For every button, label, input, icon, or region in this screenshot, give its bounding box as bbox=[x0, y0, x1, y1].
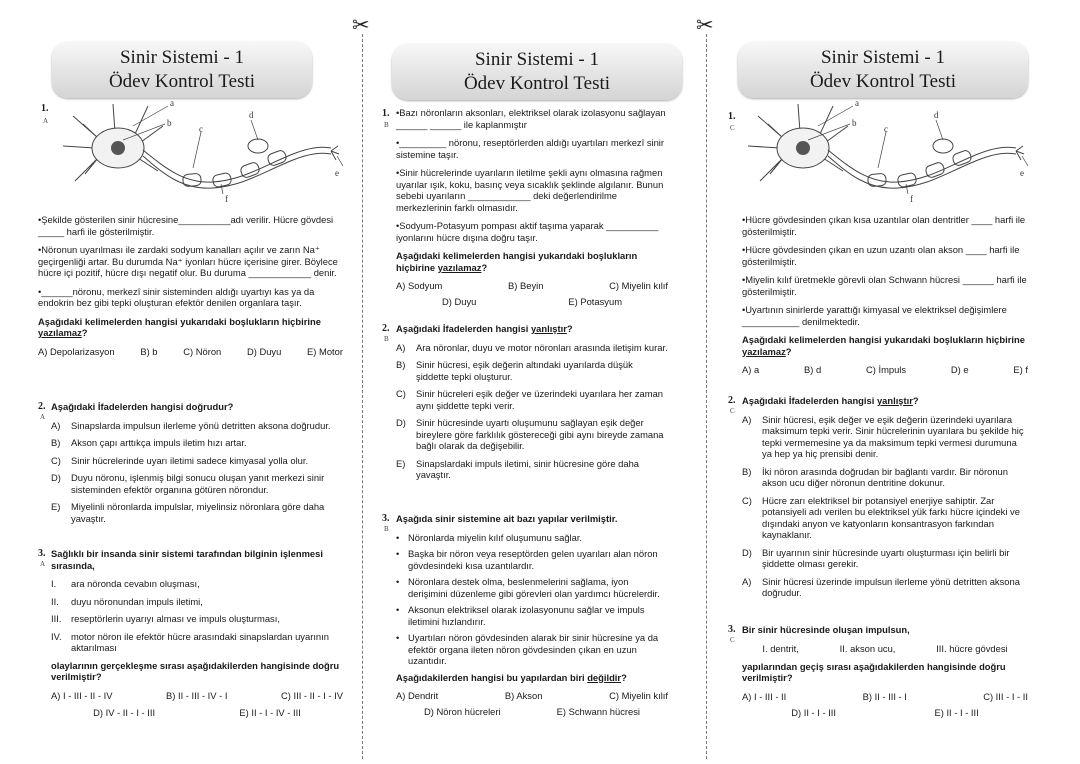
test-column-a bbox=[38, 0, 343, 764]
question-1 bbox=[396, 107, 668, 316]
question-number: 2. bbox=[38, 401, 46, 412]
answer-option[interactable]: B) II - III - IV - I bbox=[166, 689, 228, 701]
answer-option[interactable]: D) Duyu bbox=[441, 296, 477, 307]
answer-option[interactable]: E) II - I - IV - III bbox=[239, 706, 301, 718]
answer-options bbox=[396, 706, 668, 718]
answer-option[interactable]: C) III - II - I - IV bbox=[281, 689, 343, 701]
list-item: I. dentrit, bbox=[762, 642, 799, 654]
question-number: 3. bbox=[382, 513, 390, 524]
answer-option[interactable]: C) Sinir hücreleri eşik değer ve üzerindeki uyarılara her zaman aynı şiddette tepki verir. bbox=[396, 388, 663, 411]
list-items bbox=[742, 643, 1028, 655]
page-title: Sinir Sistemi - 1 Ödev Kontrol Testi bbox=[52, 42, 312, 98]
list-item: III. hücre gövdesi bbox=[936, 642, 1008, 654]
answer-option[interactable]: A) Depolarizasyon bbox=[38, 345, 115, 357]
svg-text:d: d bbox=[934, 110, 939, 120]
answer-option[interactable]: C) Miyelin kılıf bbox=[609, 690, 668, 701]
answer-options bbox=[38, 346, 343, 358]
answer-option[interactable]: D) Bir uyarının sinir hücresinde uyartı oluşturması için belirli bir şiddette olması gerekir. bbox=[742, 546, 1010, 569]
question-stem: Aşağıdaki İfadelerden hangisi yanlıştır? bbox=[742, 395, 919, 406]
answer-option[interactable]: A) I - III - II - IV bbox=[51, 689, 113, 701]
test-letter: C bbox=[730, 124, 735, 132]
answer-option[interactable]: C) Miyelin kılıf bbox=[609, 280, 668, 291]
question-1-text bbox=[742, 214, 1028, 384]
answer-option[interactable]: D) e bbox=[950, 364, 969, 375]
cut-line-left bbox=[362, 34, 363, 759]
question-2 bbox=[396, 323, 668, 487]
answer-option[interactable]: E) Motor bbox=[307, 345, 343, 357]
question-number: 3. bbox=[728, 624, 736, 635]
list-item: • Aksonun elektriksel olarak izolasyonunu sağlar ve impuls iletimini hızlandırır. bbox=[396, 604, 645, 627]
blank-sentence: •Nöronun uyarılması ile zardaki sodyum kanalları açılır ve zarın Na⁺ geçirgenliği artar. Bu durumda Na⁺ iyonları hücre içerisine girer. Böylece hücre içi pozitif, hücre dışı negatif olur. Bu duruma ____________ denir. bbox=[38, 244, 338, 278]
question-stem: Aşağıdaki kelimelerden hangisi yukarıdaki boşlukların hiçbirine yazılamaz? bbox=[396, 250, 638, 273]
question-stem: Aşağıdakilerden hangisi bu yapılardan biri değildir? bbox=[396, 671, 627, 683]
answer-option[interactable]: D) Sinir hücresinde uyartı oluşumunu sağlayan eşik değer bireylere göre farklılık göstereceği gibi aynı bireyde zamana bağlı olarak da değişebilir. bbox=[396, 417, 664, 451]
list-item: IV. motor nöron ile efektör hücre arasındaki sinapslardan uyarının aktarılması bbox=[51, 630, 329, 653]
answer-option[interactable]: A) Sinir hücresi üzerinde impulsun ilerleme yönü detritten aksona doğrudur. bbox=[742, 575, 1020, 598]
answer-option[interactable]: A) Ara nöronlar, duyu ve motor nöronları arasında iletişim kurar. bbox=[396, 341, 668, 353]
test-letter: A bbox=[43, 117, 49, 125]
question-stem: Aşağıdaki İfadelerden hangisi yanlıştır? bbox=[396, 323, 573, 334]
answer-options bbox=[742, 364, 1028, 376]
question-3 bbox=[396, 513, 668, 726]
svg-text:b: b bbox=[167, 118, 172, 128]
list-item: II. akson ucu, bbox=[839, 642, 896, 654]
page-title: Sinir Sistemi - 1 Ödev Kontrol Testi bbox=[392, 44, 682, 100]
blank-sentence: •Şekilde gösterilen sinir hücresine__________adı verilir. Hücre gövdesi _____ harfi ile gösterilmiştir. bbox=[38, 214, 334, 237]
question-2 bbox=[742, 395, 1028, 605]
answer-options bbox=[396, 280, 668, 292]
scissors-icon: ✂ bbox=[352, 13, 370, 37]
answer-options bbox=[742, 691, 1028, 703]
svg-text:c: c bbox=[199, 124, 203, 134]
test-letter: B bbox=[384, 121, 389, 129]
answer-option[interactable]: A) a bbox=[742, 364, 760, 375]
answer-option[interactable]: A) I - III - II bbox=[742, 690, 787, 702]
answer-option[interactable]: A) Dendrit bbox=[396, 690, 439, 701]
list-item: I. ara nöronda cevabın oluşması, bbox=[51, 578, 200, 589]
answer-option[interactable]: E) f bbox=[1013, 364, 1028, 375]
question-number: 2. bbox=[728, 395, 736, 406]
scissors-icon: ✂ bbox=[696, 13, 714, 37]
answer-options bbox=[51, 690, 343, 702]
cut-line-right bbox=[706, 34, 707, 759]
svg-text:c: c bbox=[884, 124, 888, 134]
question-3 bbox=[51, 548, 343, 727]
answer-option[interactable]: B) b bbox=[140, 345, 158, 357]
answer-option[interactable]: B) d bbox=[803, 364, 822, 375]
question-number: 2. bbox=[382, 323, 390, 334]
test-letter: B bbox=[384, 525, 389, 533]
answer-option[interactable]: B) Akson bbox=[504, 690, 543, 701]
answer-option[interactable]: B) II - III - I bbox=[862, 690, 907, 702]
test-letter: C bbox=[730, 407, 735, 415]
answer-option[interactable]: E) Potasyum bbox=[568, 296, 623, 307]
blank-sentence: •Sinir hücrelerinde uyarıların iletilme şekli aynı olmasına rağmen uyarılar ışık, koku, basınç veya sıcaklık şeklinde algılanır. Bunun sebebi uyarıların ____________ deki değerlendirilme merkezlerinin farklı olmasıdır. bbox=[396, 167, 664, 213]
list-item: • Nöronlarda miyelin kılıf oluşumunu sağlar. bbox=[396, 531, 583, 543]
test-column-b bbox=[382, 0, 674, 764]
answer-option[interactable]: B) Akson çapı arttıkça impuls iletim hızı artar. bbox=[51, 437, 247, 448]
list-item: • Başka bir nöron veya reseptörden gelen uyarıları alan nöron gövdesindeki kısa uzantılardır. bbox=[396, 548, 658, 571]
neuron-figure bbox=[738, 96, 1028, 206]
answer-option[interactable]: C) Sinir hücrelerinde uyarı iletimi sadece kimyasal yolla olur. bbox=[51, 454, 309, 466]
answer-option[interactable]: D) IV - II - I - III bbox=[93, 706, 156, 718]
answer-option[interactable]: A) Sinir hücresi, eşik değer ve eşik değerin üzerindeki uyarılara maksimum tepki verir. Sinir hücrelerinin uyarılara bu şekilde hiç tepki vermemesine ya da maksimum tepki vermesi durumuna ya hep ya hiç prensibi denir. bbox=[742, 413, 1024, 459]
answer-option[interactable]: A) Sinapslarda impulsun ilerleme yönü detritten aksona doğrudur. bbox=[51, 419, 331, 431]
list-item: • Nöronlara destek olma, beslenmelerini sağlama, iyon derişimini düzenleme gibi görevleri olan yardımcı hücrelerdir. bbox=[396, 576, 660, 599]
svg-text:a: a bbox=[855, 98, 859, 108]
svg-text:b: b bbox=[852, 118, 857, 128]
test-letter: B bbox=[384, 335, 389, 343]
svg-text:e: e bbox=[335, 168, 339, 178]
list-item: II. duyu nöronundan impuls iletimi, bbox=[51, 595, 203, 607]
answer-options bbox=[396, 690, 668, 702]
question-number: 1. bbox=[382, 108, 390, 119]
question-stem: Aşağıdaki kelimelerden hangisi yukarıdaki boşlukların hiçbirine yazılamaz? bbox=[742, 334, 1025, 357]
answer-option[interactable]: D) Duyu nöronu, işlenmiş bilgi sonucu oluşan yanıt merkezi sinir sisteminden efektör organına götüren nörondur. bbox=[51, 472, 325, 495]
answer-option[interactable]: C) Hücre zarı elektriksel bir potansiyel enerjiye sahiptir. Zar potansiyeli adı verilen bu elektriksel yük farkı hücre içindeki ve dışındaki anyon ve katyonların konsantrasyon farkından kaynaklanır. bbox=[742, 494, 1020, 540]
blank-sentence: •Sodyum-Potasyum pompası aktif taşıma yaparak __________ iyonlarını hücre dışına doğru taşır. bbox=[396, 220, 659, 243]
svg-text:f: f bbox=[225, 194, 228, 204]
answer-option[interactable]: C) İmpuls bbox=[865, 364, 907, 375]
list-item: • Uyartıları nöron gövdesinden alarak bir sinir hücresine ya da efektör organa ileten nöron gövdesinden çıkan en uzun uzantıdır. bbox=[396, 632, 659, 666]
answer-option[interactable]: B) Sinir hücresi, eşik değerin altındaki uyarılarda düşük şiddette tepki oluşturur. bbox=[396, 359, 633, 382]
question-3 bbox=[742, 624, 1028, 727]
svg-text:d: d bbox=[249, 110, 254, 120]
answer-options bbox=[51, 707, 343, 719]
question-number: 3. bbox=[38, 548, 46, 559]
blank-sentence: •Hücre gövdesinden çıkan en uzun uzantı olan akson ____ harfi ile gösterilmiştir. bbox=[742, 244, 1020, 267]
answer-option[interactable]: C) Nöron bbox=[183, 345, 222, 357]
page-title: Sinir Sistemi - 1 Ödev Kontrol Testi bbox=[738, 42, 1028, 98]
answer-option[interactable]: A) Sodyum bbox=[396, 280, 443, 291]
question-stem: Aşağıdaki kelimelerden hangisi yukarıdaki boşlukların hiçbirine yazılamaz? bbox=[38, 315, 321, 338]
question-number: 1. bbox=[728, 111, 736, 122]
answer-option[interactable]: E) Schwann hücresi bbox=[556, 706, 640, 717]
list-item: III. reseptörlerin uyarıyı alması ve impuls oluşturması, bbox=[51, 613, 280, 624]
question-2 bbox=[51, 401, 343, 530]
answer-option[interactable]: D) II - I - III bbox=[791, 706, 837, 718]
question-stem: olaylarının gerçekleşme sırası aşağıdakilerden hangisinde doğru verilmiştir? bbox=[51, 659, 340, 682]
answer-option[interactable]: B) İki nöron arasında doğrudan bir bağlantı vardır. Bir nöronun akson ucu diğer nöronun dentritine dokunur. bbox=[742, 465, 1008, 488]
test-letter: C bbox=[730, 636, 735, 644]
svg-text:f: f bbox=[910, 194, 913, 204]
question-stem: Bir sinir hücresinde oluşan impulsun, bbox=[742, 624, 910, 635]
blank-sentence: •______nöronu, merkezî sinir sisteminden aldığı uyartıyı kas ya da endokrin bez gibi tepki oluşturan efektör denilen organlara taşır. bbox=[38, 285, 315, 308]
blank-sentence: •Bazı nöronların aksonları, elektriksel olarak izolasyonu sağlayan ______ ______ ile kaplanmıştır bbox=[396, 107, 666, 130]
question-stem: yapılarından geçiş sırası aşağıdakilerden hangisinde doğru verilmiştir? bbox=[742, 660, 1006, 683]
test-column-c bbox=[728, 0, 1028, 764]
neuron-figure bbox=[53, 96, 343, 206]
question-stem: Sağlıklı bir insanda sinir sistemi tarafından bilginin işlenmesi sırasında, bbox=[51, 548, 323, 571]
blank-sentence: •_________ nöronu, reseptörlerden aldığı uyartıları merkezî sinir sistemine taşır. bbox=[396, 137, 665, 160]
answer-option[interactable]: E) II - I - III bbox=[934, 706, 979, 718]
question-stem: Aşağıda sinir sistemine ait bazı yapılar verilmiştir. bbox=[396, 513, 618, 524]
blank-sentence: •Uyartının sinirlerde yarattığı kimyasal ve elektriksel değişimlere ___________ denilmektedir. bbox=[742, 304, 1007, 327]
answer-option[interactable]: C) III - I - II bbox=[983, 690, 1028, 702]
answer-option[interactable]: D) Duyu bbox=[246, 345, 282, 357]
test-letter: A bbox=[40, 560, 46, 568]
svg-text:a: a bbox=[170, 98, 174, 108]
svg-text:e: e bbox=[1020, 168, 1024, 178]
question-stem: Aşağıdaki İfadelerden hangisi doğrudur? bbox=[51, 401, 234, 412]
blank-sentence: •Hücre gövdesinden çıkan kısa uzantılar olan dentritler ____ harfi ile gösterilmiştir. bbox=[742, 214, 1026, 237]
answer-option[interactable]: D) Nöron hücreleri bbox=[424, 706, 501, 717]
answer-option[interactable]: B) Beyin bbox=[508, 280, 544, 291]
blank-sentence: •Miyelin kılıf üretmekle görevli olan Schwann hücresi ______ harfi ile gösterilmiştir. bbox=[742, 274, 1027, 297]
question-1-text bbox=[38, 214, 343, 366]
answer-option[interactable]: E) Sinapslardaki impuls iletimi, sinir hücresine göre daha yavaştır. bbox=[396, 457, 640, 480]
question-number: 1. bbox=[41, 103, 49, 114]
answer-option[interactable]: E) Miyelinli nöronlarda impulslar, miyelinsiz nöronlara göre daha yavaştır. bbox=[51, 501, 325, 524]
test-letter: A bbox=[40, 413, 46, 421]
answer-options bbox=[742, 707, 1028, 719]
answer-options bbox=[396, 296, 668, 308]
